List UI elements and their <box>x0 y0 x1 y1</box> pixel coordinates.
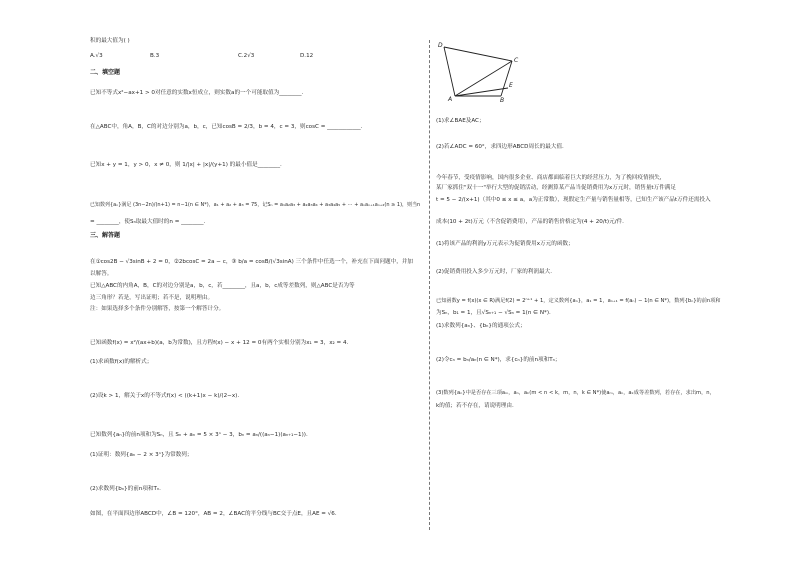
question-line: k的值；若不存在，请说明理由. <box>436 403 514 409</box>
question-line: 已知x + y = 1，y > 0，x ≠ 0，则 1/|x| + |x|/(y+1) 的最小值是________. <box>90 162 282 168</box>
question-line: 成本(10 + 2t)万元（不含促销费用），产品的销售价格定为(4 + 20/t)元/件. <box>436 219 624 225</box>
question-line: 已知不等式x²−ax+1 > 0对任意的实数x恒成立，则实数a的一个可能取值为________. <box>90 90 304 96</box>
label-d: D <box>438 42 443 49</box>
question-line: (1)证明：数列{aₙ − 2 × 3ⁿ}为常数列； <box>90 452 193 458</box>
choice-b: B.3 <box>150 53 160 59</box>
section-heading-solve: 三、解答题 <box>90 232 121 239</box>
question-line: t = 5 − 2/(x+1)（其中0 ≤ x ≤ a，a为正常数），现假定生产量与销售量相等，已知生产该产品t万件还需投入 <box>436 197 711 203</box>
edge-dc <box>444 47 512 61</box>
question-line: 在①cos2B − √3sinB + 2 = 0，②2bcosC = 2a − c，③ b/a = cosB/(√3sinA) 三个条件中任选一个，补充在下面问题中，并加 <box>90 259 414 265</box>
question-line: 今年春节，受疫情影响，国内很多企业、商店都面临着巨大的经营压力，为了挽回疫情损失， <box>436 175 666 181</box>
edge-da <box>444 47 455 96</box>
choice-d: D.12 <box>300 53 314 59</box>
question-line: (2)令cₙ = bₙ/aₙ(n ∈ N*)，求{cₙ}的前n项和Tₙ； <box>436 357 561 363</box>
edge-ac <box>455 61 512 96</box>
question-line: (2)若∠ADC = 60°，求四边形ABCD周长的最大值. <box>436 144 564 150</box>
question-line: 已知数列{aₙ}的前n项和为Sₙ，且 Sₙ + aₙ = 5 × 3ⁿ − 3，bₙ = aₙ/((aₙ−1)(aₙ₊₁−1)). <box>90 432 308 438</box>
section-heading-fill: 二、填空题 <box>90 69 121 76</box>
question-line: 以解答。 <box>90 271 113 277</box>
question-line: 已知函数f(x) = x²/(ax+b)(a，b为常数)，且方程f(x) − x + 12 = 0有两个实根分别为x₁ = 3，x₂ = 4. <box>90 340 349 346</box>
label-b: B <box>500 97 505 102</box>
question-line: 已知数列{aₙ}满足 (3n−2n)/(n+1) = n−1(n ∈ N*)，a₁ + a₂ + a₃ = 75，记Sₙ = a₁a₂a₃ + a₂a₃a₄ + a₃a₄a₅ + ⋯ + aₙaₙ₊₁aₙ₊₂(n ≥ 1)，则当n <box>90 202 421 208</box>
question-line: (1)求函数f(x)的解析式； <box>90 359 153 365</box>
question-line: 注：如果选择多个条件分别解答，按第一个解答计分。 <box>90 306 225 312</box>
question-line: 已知△ABC的内角A，B，C的对边分别是a，b，c，若________，且a，b，c成等差数列，则△ABC是否为等 <box>90 283 355 289</box>
question-line: 某厂家抓住"双十一"举行大型的促销活动，经测算某产品当促销费用为x万元时，销售量t万件满足 <box>436 185 676 191</box>
label-e: E <box>509 82 513 89</box>
question-line: (2)设k > 1，解关于x的不等式f(x) < ((k+1)x − k)/(2−x). <box>90 393 240 399</box>
answer-choices <box>90 53 390 60</box>
question-line: (1)求数列{aₙ}、{bₙ}的通项公式； <box>436 323 526 329</box>
label-c: C <box>514 57 519 64</box>
column-divider <box>429 40 430 530</box>
question-line: 如图，在平面四边形ABCD中，∠B = 120°，AB = 2，∠BAC的平分线与BC交于点E，且AE = √6. <box>90 511 337 517</box>
quadrilateral-figure <box>434 38 534 102</box>
question-line: 已知函数y = f(x)(x ∈ R)满足f(2) = 2ⁿ⁺¹ + 1，定义数列{aₙ}，a₁ = 1，aₙ₊₁ = f(aₙ) − 1(n ∈ N*)，数列{bₙ}的前n项和 <box>436 298 721 304</box>
choice-c: C.2√3 <box>238 53 255 59</box>
question-line: 在△ABC中，角A，B，C的对边分别为a，b，c，已知cosB = 2/3，b = 4，c = 3，则cosC = ____________. <box>90 124 363 130</box>
question-line: (2)求数列{bₙ}的前n项和Tₙ. <box>90 486 161 492</box>
question-line: 为Sₙ，b₁ = 1，且√Sₙ₊₁ − √Sₙ = 1(n ∈ N*). <box>436 310 551 316</box>
q-tail-line: 积的最大值为( ) <box>90 38 130 44</box>
label-a: A <box>448 96 453 102</box>
choice-a: A.√3 <box>90 53 103 59</box>
question-line: = ________，使Sₙ取最大值时的n = ________. <box>90 219 206 225</box>
question-line: (2)促销费用投入多少万元时，厂家的利润最大. <box>436 269 552 275</box>
question-line: (1)求∠BAE及AC； <box>436 118 485 124</box>
edge-ae <box>455 88 508 96</box>
question-line: 边三角形？若是，写出证明；若不是，说明理由。 <box>90 295 214 301</box>
question-line: (3)数列{aₙ}中是否存在三项aₘ，aₙ，aₖ(m < n < k，m，n，k ∈ N*)使aₘ，aₙ，aₖ成等差数列，若存在，求出m，n， <box>436 390 715 396</box>
question-line: (1)将该产品的利润y万元表示为促销费用x万元的函数； <box>436 241 574 247</box>
